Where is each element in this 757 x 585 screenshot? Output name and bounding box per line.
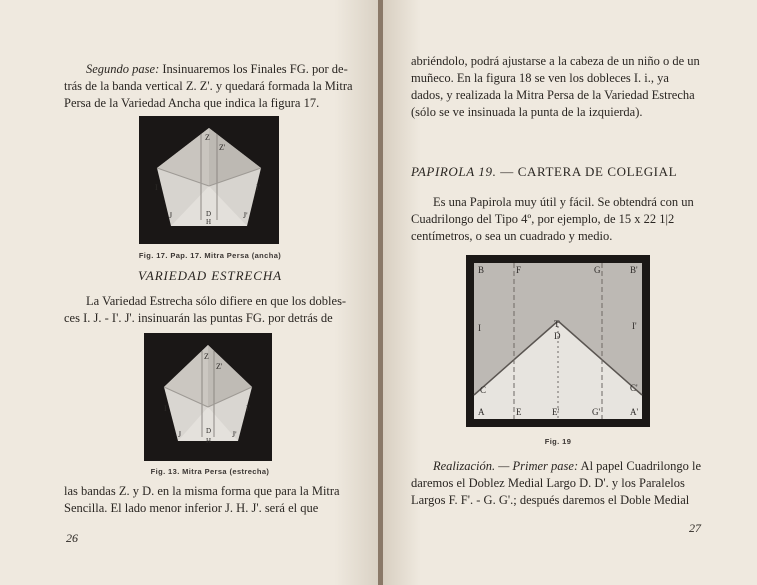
figure-17-photo: [139, 116, 279, 244]
fig19-label: A: [478, 407, 485, 417]
fig13-label: I: [164, 404, 167, 413]
fig13-label: J': [232, 430, 237, 439]
fig19-label: D: [554, 331, 561, 341]
text-line: Largos F. F'. - G. G'.; después daremos el Doble Medial: [411, 493, 690, 507]
text-line: Persa de la Variedad Ancha que indica la figura 17.: [64, 96, 320, 110]
text-line: daremos el Doblez Medial Largo D. D'. y los Paralelos: [411, 476, 685, 490]
lead-text: Realización. — Primer pase:: [433, 459, 579, 473]
fig17-label: H: [206, 218, 212, 226]
figure-17-caption: Fig. 17. Pap. 17. Mitra Persa (ancha): [138, 251, 282, 260]
figure-19-caption: Fig. 19: [544, 437, 572, 446]
lead-text: Segundo pase:: [86, 62, 160, 76]
papirola-heading: [411, 164, 677, 180]
fig19-label: I': [632, 321, 637, 331]
text-line: Cuadrilongo del Tipo 4º, por ejemplo, de 15 x 22 1|2: [411, 212, 675, 226]
fig19-label: E: [516, 407, 522, 417]
text-line: muñeco. En la figura 18 se ven los dobleces I. i., ya: [411, 71, 669, 85]
text-line: La Variedad Estrecha sólo difiere en que los dobles-: [86, 294, 347, 308]
left-paragraph-2: [64, 293, 356, 327]
text-line: Es una Papirola muy útil y fácil. Se obtendrá con un: [433, 195, 694, 209]
fig13-label: D: [206, 427, 212, 435]
fig17-label: J: [169, 211, 173, 220]
text-line: las bandas Z. y D. en la misma forma que para la Mitra: [64, 484, 340, 498]
text-line: (sólo se ve insinuada la punta de la izquierda).: [411, 105, 643, 119]
fig19-label: E': [552, 407, 560, 417]
fig19-label: G: [594, 265, 601, 275]
fig17-label: D: [206, 210, 212, 218]
right-paragraph-3: [411, 458, 703, 509]
fig13-label: Z: [204, 352, 209, 361]
text-line: Al papel Cuadrilongo le: [578, 459, 702, 473]
left-paragraph-1: [64, 61, 356, 112]
section-heading: VARIEDAD ESTRECHA: [138, 268, 282, 283]
fig17-label: I: [155, 183, 158, 192]
fig17-label: J': [243, 211, 248, 220]
figure-19-photo: [466, 255, 650, 427]
fig19-label: G': [592, 407, 601, 417]
fig19-label: F: [516, 265, 522, 275]
figure-13-caption: Fig. 13. Mitra Persa (estrecha): [150, 467, 270, 476]
text-line: trás de la banda vertical Z. Z'. y quedará formada la Mitra: [64, 79, 353, 93]
fig13-label: Z': [216, 362, 223, 371]
fig13-label: J: [178, 430, 182, 439]
text-line: centímetros, o sea un cuadrado y medio.: [411, 229, 613, 243]
fig13-label: I': [246, 404, 251, 413]
text-line: ces I. J. - I'. J'. insinuarán las puntas FG. por detrás de: [64, 311, 333, 325]
fig19-label: I: [478, 323, 481, 333]
left-paragraph-3: [64, 483, 356, 517]
page-number-left: 26: [66, 531, 78, 545]
right-paragraph-2: [411, 194, 703, 245]
fig19-label: B: [478, 265, 485, 275]
figure-13-photo: [144, 333, 272, 461]
heading-rest: — CARTERA DE COLEGIAL: [496, 164, 678, 179]
fig19-label: A': [630, 407, 639, 417]
fig19-label: B': [630, 265, 638, 275]
text-line: dados, y realizada la Mitra Persa de la Variedad Estrecha: [411, 88, 695, 102]
fig17-label: Z: [205, 133, 210, 142]
text-line: abriéndolo, podrá ajustarse a la cabeza de un niño o de un: [411, 54, 700, 68]
text-line: Sencilla. El lado menor inferior J. H. J'. será el que: [64, 501, 319, 515]
page-number-right: 27: [689, 521, 701, 535]
right-page: [383, 0, 757, 585]
right-paragraph-1: [411, 53, 703, 121]
fig17-label: I': [256, 183, 261, 192]
fig19-label: T: [554, 319, 560, 329]
fig19-label: C': [630, 383, 638, 393]
fig19-label: C: [480, 385, 487, 395]
text-line: Insinuaremos los Finales FG. por de-: [159, 62, 348, 76]
fig17-label: Z': [219, 143, 226, 152]
heading-lead: PAPIROLA 19.: [411, 164, 497, 179]
fig13-label: H: [206, 437, 212, 445]
